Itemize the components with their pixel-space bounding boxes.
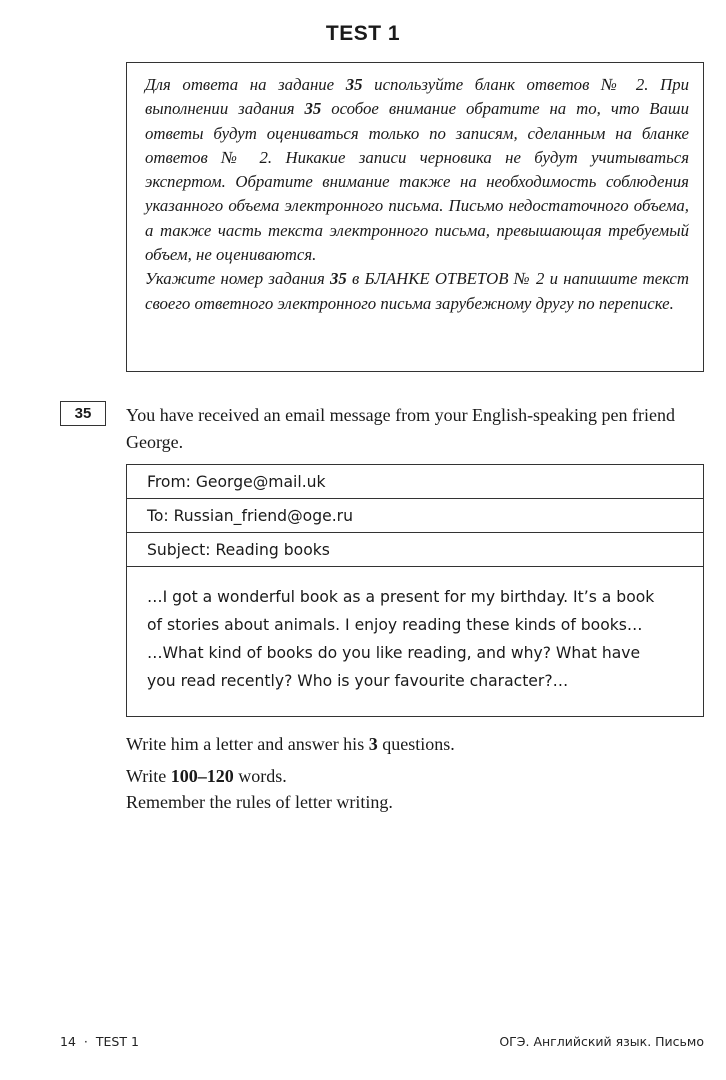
footer-left <box>60 1034 139 1049</box>
task-instruction-words <box>126 763 704 789</box>
task-instruction-rules: Remember the rules of letter writing. <box>126 792 393 812</box>
instruction-text: words. <box>233 766 287 786</box>
instr-task-number: 35 <box>304 99 322 119</box>
email-message <box>126 464 704 717</box>
instr-text: Укажите номер задания <box>145 269 331 289</box>
page-title: TEST 1 <box>325 22 401 45</box>
instructions-box <box>126 62 704 372</box>
task-intro: You have received an email message from your English-speaking pen friend George. <box>126 405 676 452</box>
instr-task-number: 35 <box>330 269 347 289</box>
email-body <box>127 567 703 695</box>
instr-text: особое внимание обратите на то, что Ваши ответы будут оцениваться только по записям, сделанным на бланке ответов № 2. Никакие записи черновика не будут учитываться экспертом. Обратите внимание также на необходимость соблюдения указанного объема электронного письма. Письмо недостаточного объема, а также часть текста электронного письма, превышающая требуемый объем, не оцениваются. <box>145 99 689 265</box>
email-from: From: George@mail.uk <box>127 465 703 499</box>
instr-task-number: 35 <box>345 75 363 94</box>
footer-right: ОГЭ. Английский язык. Письмо <box>499 1034 704 1049</box>
footer-separator: · <box>83 1034 88 1049</box>
email-subject: Subject: Reading books <box>127 533 703 567</box>
instruction-text: Write <box>126 766 171 786</box>
email-body-line: of stories about animals. I enjoy reading these kinds of books… <box>147 616 643 634</box>
page-number: 14 <box>60 1034 76 1049</box>
instruction-text: questions. <box>377 734 455 754</box>
email-body-line: …What kind of books do you like reading, and why? What have <box>147 644 641 662</box>
task-instruction-answer <box>126 731 704 757</box>
task-number-badge: 35 <box>60 401 106 426</box>
email-body-line: …I got a wonderful book as a present for my birthday. It’s a book <box>147 588 655 606</box>
word-count: 100–120 <box>170 766 234 786</box>
instr-text: в БЛАНКЕ ОТВЕТОВ № 2 и напишите текст своего ответного электронного письма зарубежному другу по переписке. <box>145 269 689 313</box>
instr-text: используйте бланк ответов № 2. При выполнении задания <box>145 75 689 119</box>
instr-text: Для ответа на задание <box>145 75 346 94</box>
email-to: To: Russian_friend@oge.ru <box>127 499 703 533</box>
instruction-text: Write him a letter and answer his <box>126 734 369 754</box>
instructions-paragraph-2 <box>145 267 689 316</box>
question-count: 3 <box>368 734 378 754</box>
email-body-line: you read recently? Who is your favourite character?… <box>147 672 569 690</box>
footer-section: TEST 1 <box>95 1034 139 1049</box>
instructions-paragraph-1 <box>145 73 689 267</box>
